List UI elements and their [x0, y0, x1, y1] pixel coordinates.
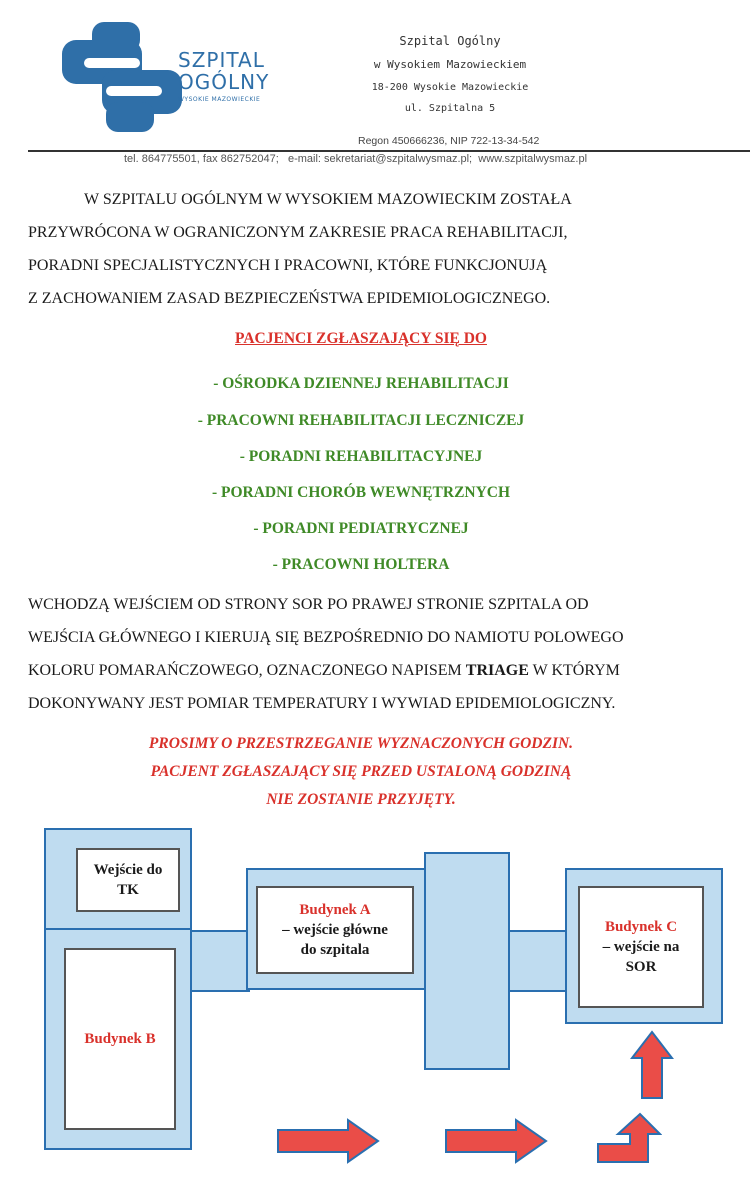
hospital-logo: [62, 22, 182, 132]
central-building: [424, 852, 510, 1070]
logo-subtitle: WYSOKIE MAZOWIECKIE: [178, 96, 261, 103]
tk-entrance-label: [76, 848, 180, 912]
contact-line: [124, 153, 587, 165]
arrow-up-icon: [630, 1030, 674, 1100]
regon-nip: Regon 450666236, NIP 722-13-34-542: [358, 135, 540, 147]
intro-line: PRZYWRÓCONA W OGRANICZONYM ZAKRESIE PRACA REHABILITACJI,: [28, 224, 568, 241]
triage-label: TRIAGE: [465, 662, 529, 679]
intro-line: PORADNI SPECJALISTYCZNYCH I PRACOWNI, KTÓRE FUNKCJONUJĄ: [28, 257, 548, 274]
contact-email[interactable]: e-mail: sekretariat@szpitalwysmaz.pl;: [287, 153, 473, 165]
connector-b-a: [188, 930, 250, 992]
connector-center-c: [508, 930, 570, 992]
warning-line: NIE ZOSTANIE PRZYJĘTY.: [266, 791, 456, 808]
contact-website[interactable]: www.szpitalwysmaz.pl: [478, 153, 588, 165]
address-street: ul. Szpitalna 5: [404, 103, 496, 114]
warning-line: PROSIMY O PRZESTRZEGANIE WYZNACZONYCH GODZIN.: [148, 735, 574, 752]
arrow-right-icon: [444, 1118, 548, 1164]
building-a-desc: – wejście główne: [282, 922, 388, 938]
clinic-item: - PRACOWNI HOLTERA: [272, 556, 450, 573]
address-postal: 18-200 Wysokie Mazowieckie: [371, 82, 529, 93]
building-b-label: [64, 948, 176, 1130]
intro-paragraph: [28, 183, 700, 315]
clinic-item: - PORADNI CHORÓB WEWNĘTRZNYCH: [211, 484, 511, 501]
building-c-label: [578, 886, 704, 1008]
entry-line: [28, 654, 700, 687]
building-a-label: [256, 886, 414, 974]
clinic-item: - PORADNI PEDIATRYCZNEJ: [253, 520, 469, 537]
entry-line3-start: KOLORU POMARAŃCZOWEGO, OZNACZONEGO NAPISEM: [28, 662, 462, 679]
tk-entrance-line: Wejście do: [93, 862, 163, 878]
contact-phone: tel. 864775501,: [124, 153, 200, 165]
patients-heading: PACJENCI ZGŁASZAJĄCY SIĘ DO: [235, 330, 487, 347]
building-a-name: Budynek A: [299, 902, 371, 918]
logo-text-szpital: SZPITAL: [178, 48, 265, 72]
contact-fax: fax 862752047;: [202, 153, 279, 165]
logo-text-ogolny: OGÓLNY: [178, 70, 270, 94]
address-hospital-name: Szpital Ogólny: [399, 34, 501, 48]
entry-paragraph: [28, 588, 700, 720]
building-c-name: Budynek C: [604, 919, 678, 935]
building-c-desc: – wejście na: [602, 939, 680, 955]
entry-line: WEJŚCIA GŁÓWNEGO I KIERUJĄ SIĘ BEZPOŚREDNIO DO NAMIOTU POLOWEGO: [28, 629, 624, 646]
entry-line: WCHODZĄ WEJŚCIEM OD STRONY SOR PO PRAWEJ STRONIE SZPITALA OD: [28, 596, 589, 613]
building-a-desc: do szpitala: [300, 942, 370, 958]
warning-line: PACJENT ZGŁASZAJĄCY SIĘ PRZED USTALONĄ GODZINĄ: [150, 763, 572, 780]
intro-line: Z ZACHOWANIEM ZASAD BEZPIECZEŃSTWA EPIDEMIOLOGICZNEGO.: [28, 290, 551, 307]
tk-entrance-line: TK: [117, 882, 139, 898]
header-divider: [28, 150, 750, 152]
clinic-item: - PORADNI REHABILITACYJNEJ: [239, 448, 483, 465]
intro-line: W SZPITALU OGÓLNYM W WYSOKIEM MAZOWIECKIM ZOSTAŁA: [84, 191, 572, 208]
arrow-turn-up-icon: [596, 1112, 662, 1166]
entry-line: DOKONYWANY JEST POMIAR TEMPERATURY I WYWIAD EPIDEMIOLOGICZNY.: [28, 695, 616, 712]
arrow-right-icon: [276, 1118, 380, 1164]
address-city-line: w Wysokiem Mazowieckiem: [373, 58, 527, 71]
clinic-item: - OŚRODKA DZIENNEJ REHABILITACJI: [213, 375, 509, 392]
building-c-desc: SOR: [625, 959, 657, 975]
building-b-name: Budynek B: [84, 1031, 156, 1047]
clinic-item: - PRACOWNI REHABILITACJI LECZNICZEJ: [197, 412, 525, 429]
entry-line3-end: W KTÓRYM: [532, 662, 620, 679]
